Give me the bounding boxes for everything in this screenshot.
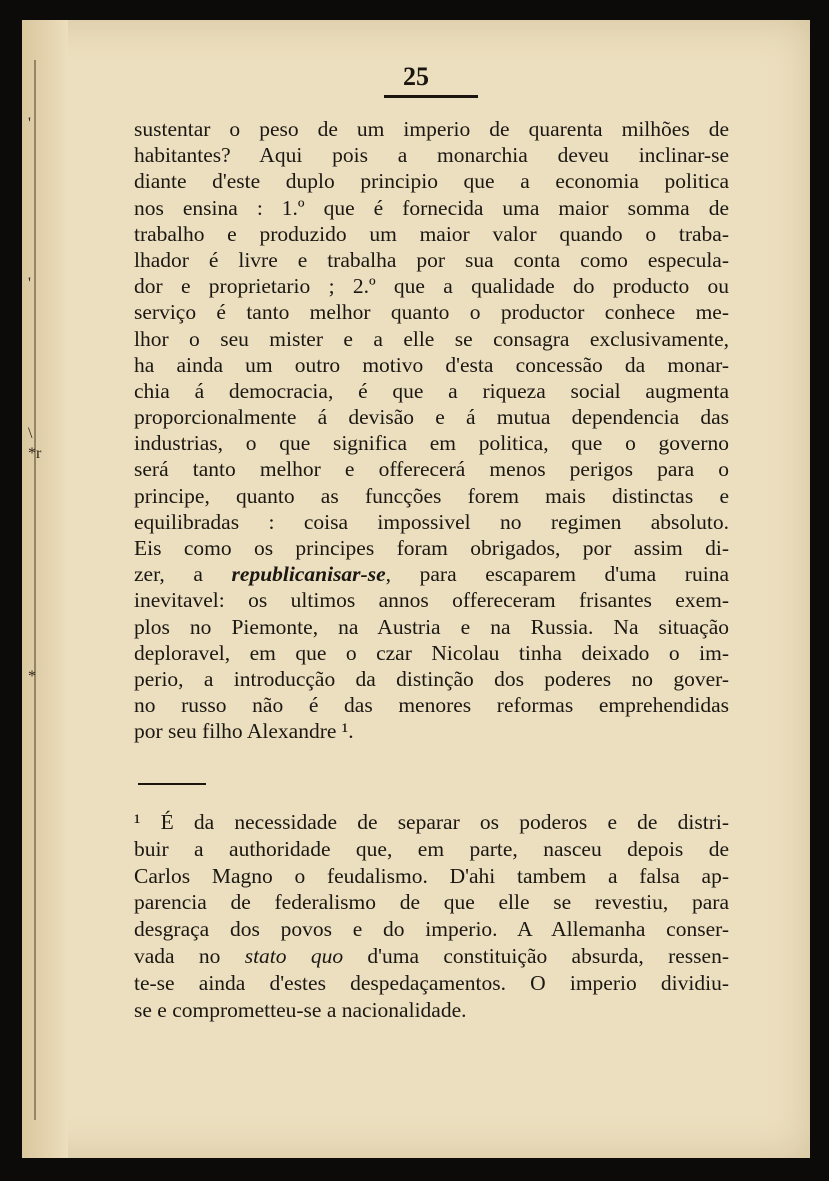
footnote-line: te-se ainda d'estes despedaçamentos. O imperio dividiu-	[134, 970, 729, 995]
text-line: serviço é tanto melhor quanto o productor conhece me-	[134, 300, 729, 325]
text-line: industrias, o que significa em politica, que o governo	[134, 431, 729, 456]
header-rule	[384, 95, 478, 98]
text-line: principe, quanto as funcções forem mais distinctas e	[134, 483, 729, 508]
text-line: por seu filho Alexandre ¹.	[134, 719, 354, 744]
text-line: Eis como os principes foram obrigados, por assim di-	[134, 536, 729, 560]
text-line: lhador é livre e trabalha por sua conta como especula-	[134, 247, 729, 272]
gutter-mark: \	[28, 425, 33, 442]
page-number: 25	[403, 62, 429, 91]
footnote-line: vada no stato quo d'uma constituição absurda, ressen-	[134, 943, 729, 968]
footnote-line: Carlos Magno o feudalismo. D'ahi tambem a falsa ap-	[134, 863, 729, 888]
text-line: ha ainda um outro motivo d'esta concessão da monar-	[134, 352, 729, 377]
footnote-line: desgraça dos povos e do imperio. A Allemanha conser-	[134, 917, 729, 942]
gutter-mark: *r	[28, 445, 42, 462]
footnote-line: se e comprometteu-se a nacionalidade.	[134, 997, 467, 1022]
footnote-text	[134, 809, 729, 1023]
text-line: perio, a introducção da distinção dos poderes no gover-	[134, 666, 729, 691]
footnote-line: buir a authoridade que, em parte, nasceu depois de	[134, 836, 729, 861]
text-line: trabalho e produzido um maior valor quando o traba-	[134, 221, 729, 246]
gutter-mark: *	[28, 668, 36, 685]
binding-line	[34, 60, 36, 1120]
footnote-line: parencia de federalismo de que elle se revestiu, para	[134, 890, 729, 915]
text-line: proporcionalmente á devisão e á mutua dependencia das	[134, 405, 729, 430]
text-line: sustentar o peso de um imperio de quarenta milhões de	[134, 117, 729, 141]
text-line: no russo não é das menores reformas emprehendidas	[134, 693, 729, 718]
text-line: plos no Piemonte, na Austria e na Russia. Na situação	[134, 614, 729, 639]
text-line: diante d'este duplo principio que a economia politica	[134, 169, 729, 194]
text-line: chia á democracia, é que a riqueza social augmenta	[134, 378, 729, 403]
text-line: habitantes? Aqui pois a monarchia deveu inclinar-se	[134, 143, 729, 168]
footnote-line: ¹ É da necessidade de separar os poderos e de distri-	[134, 810, 729, 834]
gutter-mark: '	[28, 275, 31, 292]
text-line: zer, a republicanisar-se, para escaparem d'uma ruina	[134, 562, 729, 587]
text-line: será tanto melhor e offerecerá menos perigos para o	[134, 457, 729, 482]
book-page	[22, 20, 810, 1158]
text-line: deploravel, em que o czar Nicolau tinha deixado o im-	[134, 640, 729, 665]
text-line: nos ensina : 1.º que é fornecida uma maior somma de	[134, 195, 729, 220]
text-line: equilibradas : coisa impossivel no regimen absoluto.	[134, 509, 729, 534]
page-gutter	[22, 20, 68, 1158]
gutter-mark: '	[28, 115, 31, 132]
text-line: inevitavel: os ultimos annos offereceram frisantes exem-	[134, 588, 729, 613]
text-line: dor e proprietario ; 2.º que a qualidade do producto ou	[134, 274, 729, 299]
footnote-rule	[138, 783, 206, 785]
text-line: lhor o seu mister e a elle se consagra exclusivamente,	[134, 326, 729, 351]
body-text	[134, 116, 729, 745]
